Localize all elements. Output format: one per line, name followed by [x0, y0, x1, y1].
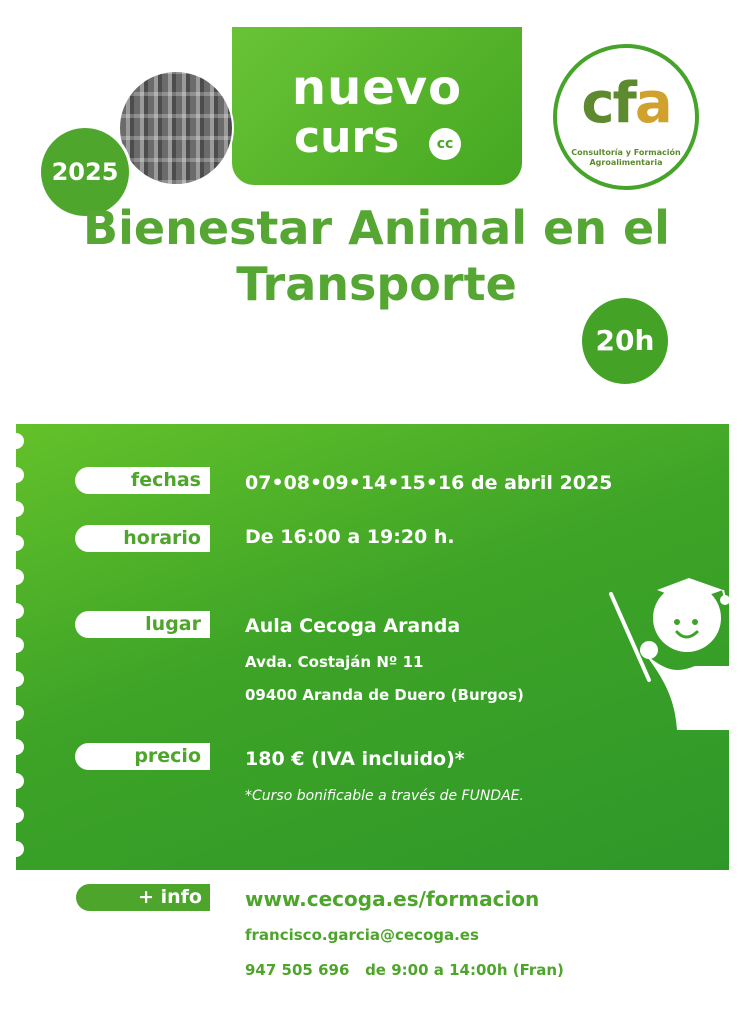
livestock-truck-photo [118, 70, 234, 186]
lugar-address-line2: 09400 Aranda de Duero (Burgos) [245, 686, 524, 704]
label-lugar: lugar [75, 611, 210, 638]
phone-line [245, 960, 564, 980]
notebook-hole [8, 705, 24, 721]
phone-schedule: de 9:00 a 14:00h (Fran) [365, 961, 564, 979]
phone-number[interactable]: 947 505 696 [245, 961, 350, 979]
logo-letter-c: c [581, 71, 613, 136]
notebook-hole [8, 535, 24, 551]
cfa-logo [553, 44, 699, 190]
label-precio: precio [75, 743, 210, 770]
precio-value: 180 € (IVA incluido)* [245, 748, 465, 770]
notebook-hole [8, 739, 24, 755]
duration-badge: 20h [582, 298, 668, 384]
course-title-line2: Transporte [236, 257, 517, 311]
year-badge: 2025 [38, 125, 132, 219]
banner-line-nuevo: nuevo [291, 60, 463, 116]
course-title [0, 200, 753, 312]
logo-letter-f: f [612, 71, 635, 136]
lugar-name: Aula Cecoga Aranda [245, 615, 461, 637]
logo-letter-a: a [634, 71, 671, 136]
notebook-holes [16, 433, 34, 863]
banner-line-curso: curs [294, 112, 400, 163]
fechas-value: 07•08•09•14•15•16 de abril 2025 [245, 472, 613, 494]
horario-value: De 16:00 a 19:20 h. [245, 526, 455, 548]
label-horario: horario [75, 525, 210, 552]
notebook-hole [8, 467, 24, 483]
notebook-hole [8, 807, 24, 823]
new-course-banner [232, 27, 522, 185]
course-title-line1: Bienestar Animal en el [83, 201, 670, 255]
logo-subtitle: Consultoría y Formación Agroalimentaria [571, 148, 681, 167]
precio-note: *Curso bonificable a través de FUNDAE. [245, 788, 524, 804]
notebook-hole [8, 773, 24, 789]
notebook-hole [8, 603, 24, 619]
notebook-hole [8, 433, 24, 449]
graduate-mascot-icon [605, 570, 733, 730]
notebook-hole [8, 671, 24, 687]
notebook-hole [8, 501, 24, 517]
notebook-hole [8, 569, 24, 585]
email-link[interactable]: francisco.garcia@cecoga.es [245, 926, 479, 944]
cecoga-mark-icon: cc [429, 128, 461, 160]
more-info-label: + info [76, 884, 210, 911]
cfa-logo-mark [557, 71, 695, 136]
website-link[interactable]: www.cecoga.es/formacion [245, 887, 540, 911]
lugar-address-line1: Avda. Costaján Nº 11 [245, 653, 424, 671]
notebook-hole [8, 637, 24, 653]
label-fechas: fechas [75, 467, 210, 494]
notebook-hole [8, 841, 24, 857]
